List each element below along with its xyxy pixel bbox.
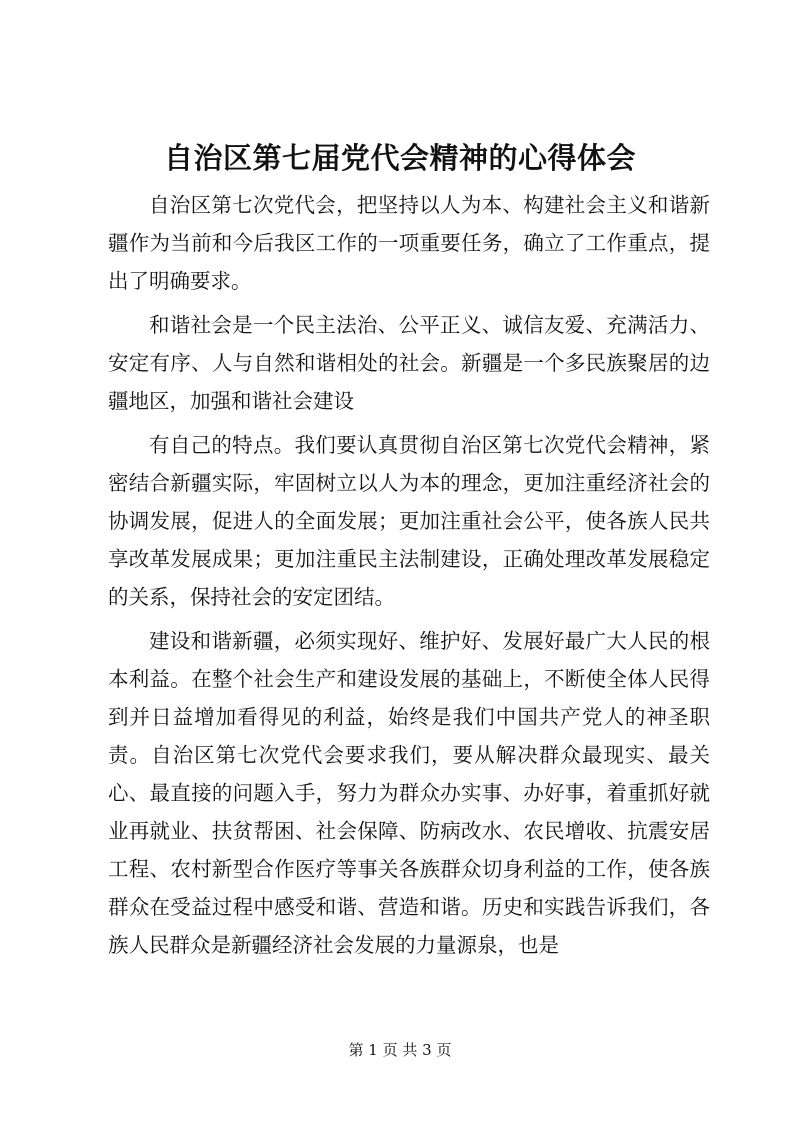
page-number-footer: 第 1 页 共 3 页 <box>348 1041 452 1059</box>
paragraph: 有自己的特点。我们要认真贯彻自治区第七次党代会精神，紧密结合新疆实际，牢固树立以人为本的理念，更加注重经济社会的协调发展，促进人的全面发展；更加注重社会公平，使各族人民共享改革发展成果；更加注重民主法制建设，正确处理改革发展稳定的关系，保持社会的安定团结。 <box>108 433 710 609</box>
paragraph: 建设和谐新疆，必须实现好、维护好、发展好最广大人民的根本利益。在整个社会生产和建设发展的基础上，不断使全体人民得到并日益增加看得见的利益，始终是我们中国共产党人的神圣职责。自治区第七次党代会要求我们，要从解决群众最现实、最关心、最直接的问题入手，努力为群众办实事、办好事，着重抓好就业再就业、扶贫帮困、社会保障、防病改水、农民增收、抗震安居工程、农村新型合作医疗等事关各族群众切身利益的工作，使各族群众在受益过程中感受和谐、营造和谐。历史和实践告诉我们，各族人民群众是新疆经济社会发展的力量源泉，也是 <box>108 629 710 957</box>
document-title: 自治区第七届党代会精神的心得体会 <box>163 141 636 175</box>
document-body <box>108 186 710 970</box>
paragraph: 和谐社会是一个民主法治、公平正义、诚信友爱、充满活力、安定有序、人与自然和谐相处的社会。新疆是一个多民族聚居的边疆地区，加强和谐社会建设 <box>108 313 710 413</box>
paragraph: 自治区第七次党代会，把坚持以人为本、构建社会主义和谐新疆作为当前和今后我区工作的一项重要任务，确立了工作重点，提出了明确要求。 <box>108 193 710 293</box>
